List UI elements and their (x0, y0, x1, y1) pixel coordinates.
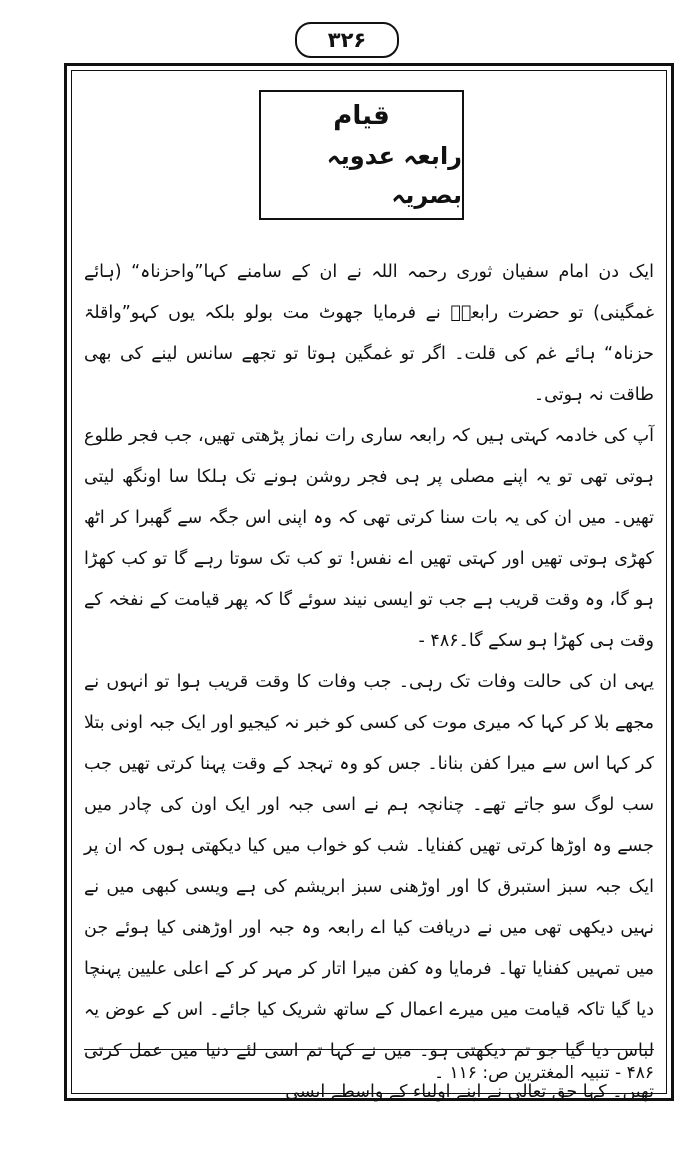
paragraph-2: آپ کی خادمہ کہتی ہیں کہ رابعہ ساری رات نماز پڑھتی تھیں، جب فجر طلوع ہوتی تھی تو یہ اپنے مصلی پر ہی فجر روشن ہونے تک ہلکا سا اونگھ لیتی تھیں۔ میں ان کی یہ بات سنا کرتی تھی کہ وہ اپنی اس جگہ سے گھبرا کر اٹھ کھڑی ہوتی تھیں اور کہتی تھیں اے نفس! تو کب تک سوتا رہے گا تو کب کھڑا ہو گا، وہ وقت قریب ہے جب تو ایسی نیند سوئے گا کہ پھر قیامت کے نفخہ کے وقت ہی کھڑا ہو سکے گا۔۴۸۶ - (84, 426, 654, 651)
chapter-title: قیام (333, 100, 390, 131)
paragraph-3: یہی ان کی حالت وفات تک رہی۔ جب وفات کا وقت قریب ہوا تو انہوں نے مجھے بلا کر کہا کہ میری موت کی کسی کو خبر نہ کیجیو اور ایک جبہ اونی بتلا کر کہا اس سے میرا کفن بنانا۔ جس کو وہ تہجد کے وقت پہنا کرتی تھیں جب سب لوگ سو جاتے تھے۔ چنانچہ ہم نے اسی جبہ اور ایک اون کی چادر میں جسے وہ اوڑھا کرتی تھیں کفنایا۔ شب کو خواب میں کیا دیکھتی ہوں کہ ان پر ایک جبہ سبز استبرق کا اور اوڑھنی سبز ابریشم کی ہے ویسی کبھی میں نے نہیں دیکھی تھی میں نے دریافت کیا اے رابعہ وہ جبہ اور اوڑھنی کیا ہوئے جن میں تمہیں کفنایا تھا۔ فرمایا وہ کفن میرا اتار کر مہر کر کے اعلی علیین پہنچا دیا گیا تاکہ قیامت میں میرے اعمال کے ساتھ شریک کیا جائے۔ اس کے عوض یہ لباس دیا گیا جو تم دیکھتی ہو۔ میں نے کہا تم اسی لئے دنیا میں عمل کرتی تھیں۔ کہا حق تعالی نے اپنے اولیاء کے واسطے ایسی (84, 672, 654, 1102)
footnote: ۴۸۶ - تنبیہ المغترین ص: ۱۱۶ ۔ (434, 1063, 654, 1083)
body-text (84, 252, 654, 1113)
page-number: ۳۲۶ (295, 22, 399, 58)
chapter-title-box (259, 90, 464, 220)
paragraph-1: ایک دن امام سفیان ثوری رحمہ اللہ نے ان کے سامنے کہا”واحزناہ“ (ہائے غمگینی) تو حضرت رابعہؒ نے فرمایا جھوٹ مت بولو بلکہ یوں کہو”واقلۃ حزناہ“ ہائے غم کی قلت۔ اگر تو غمگین ہوتا تو تجھے سانس لینے کی بھی طاقت نہ ہوتی۔ (84, 262, 654, 405)
chapter-subtitle: رابعہ عدویہ بصریہ (326, 142, 462, 209)
footnote-divider (84, 1049, 654, 1050)
